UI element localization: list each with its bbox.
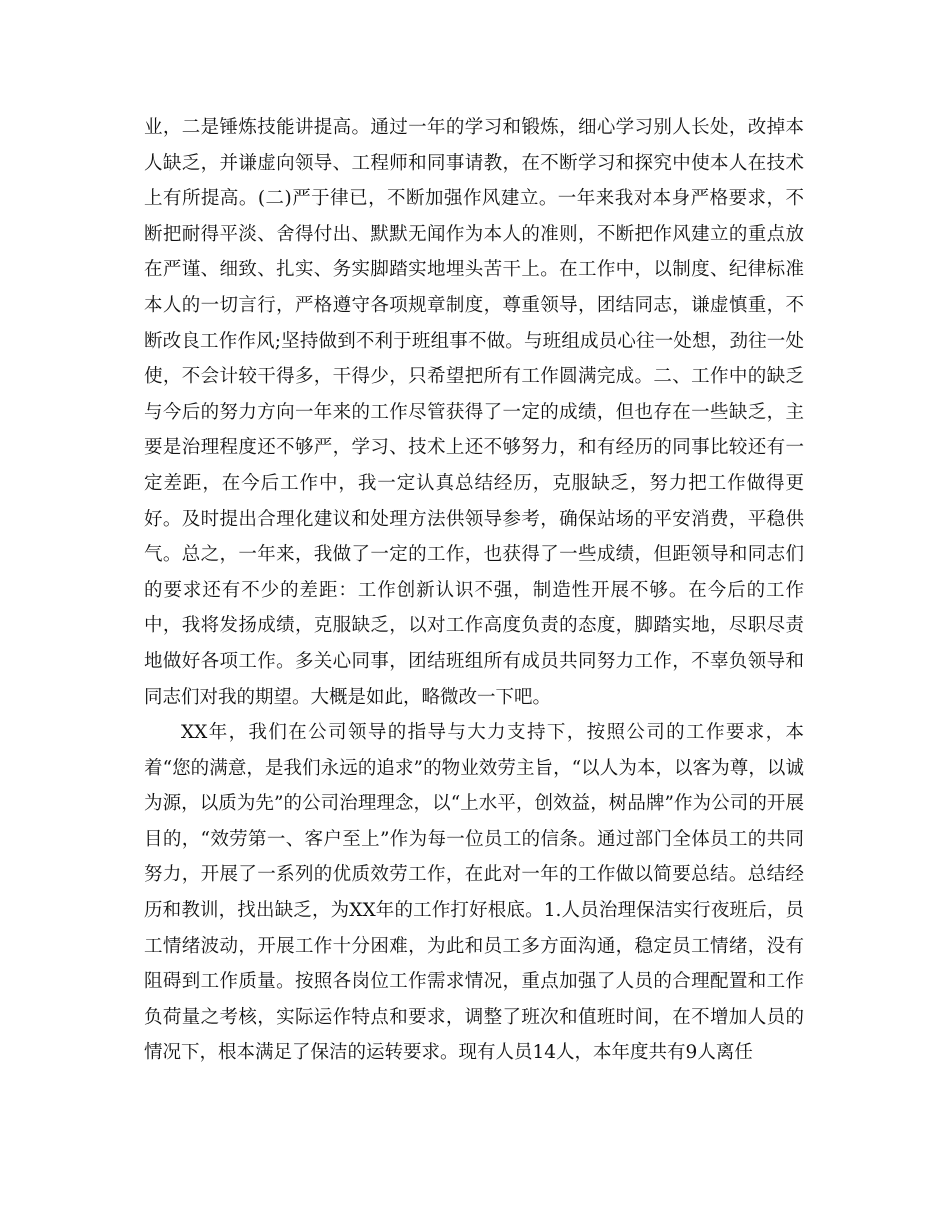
document-body — [144, 110, 804, 1071]
paragraph-property-service-summary: XX年，我们在公司领导的指导与大力支持下，按照公司的工作要求，本着“您的满意，是我们永远的追求”的物业效劳主旨，“以人为本，以客为尊，以诚为源，以质为先”的公司治理理念，以“上水平，创效益，树品牌”作为公司的开展目的，“效劳第一、客户至上”作为每一位员工的信条。通过部门全体员工的共同努力，开展了一系列的优质效劳工作，在此对一年的工作做以简要总结。总结经历和教训，找出缺乏，为XX年的工作打好根底。1.人员治理保洁实行夜班后，员工情绪波动，开展工作十分困难，为此和员工多方面沟通，稳定员工情绪，没有阻碍到工作质量。按照各岗位工作需求情况，重点加强了人员的合理配置和工作负荷量之考核，实际运作特点和要求，调整了班次和值班时间，在不增加人员的情况下，根本满足了保洁的运转要求。现有人员14人，本年度共有9人离任 — [144, 722, 804, 1064]
paragraph-work-summary-continued: 业，二是锤炼技能讲提高。通过一年的学习和锻炼，细心学习别人长处，改掉本人缺乏，并谦虚向领导、工程师和同事请教，在不断学习和探究中使本人在技术上有所提高。(二)严于律已，不断加强作风建立。一年来我对本身严格要求，不断把耐得平淡、舍得付出、默默无闻作为本人的准则，不断把作风建立的重点放在严谨、细致、扎实、务实脚踏实地埋头苦干上。在工作中，以制度、纪律标准本人的一切言行，严格遵守各项规章制度，尊重领导，团结同志，谦虚慎重，不断改良工作作风;坚持做到不利于班组事不做。与班组成员心往一处想，劲往一处使，不会计较干得多，干得少，只希望把所有工作圆满完成。二、工作中的缺乏与今后的努力方向一年来的工作尽管获得了一定的成绩，但也存在一些缺乏，主要是治理程度还不够严，学习、技术上还不够努力，和有经历的同事比较还有一定差距，在今后工作中，我一定认真总结经历，克服缺乏，努力把工作做得更好。及时提出合理化建议和处理方法供领导参考，确保站场的平安消费，平稳供气。总之，一年来，我做了一定的工作，也获得了一些成绩，但距领导和同志们的要求还有不少的差距：工作创新认识不强，制造性开展不够。在今后的工作中，我将发扬成绩，克服缺乏，以对工作高度负责的态度，脚踏实地，尽职尽责地做好各项工作。多关心同事，团结班组所有成员共同努力工作，不辜负领导和同志们对我的期望。大概是如此，略微改一下吧。 — [144, 117, 804, 708]
